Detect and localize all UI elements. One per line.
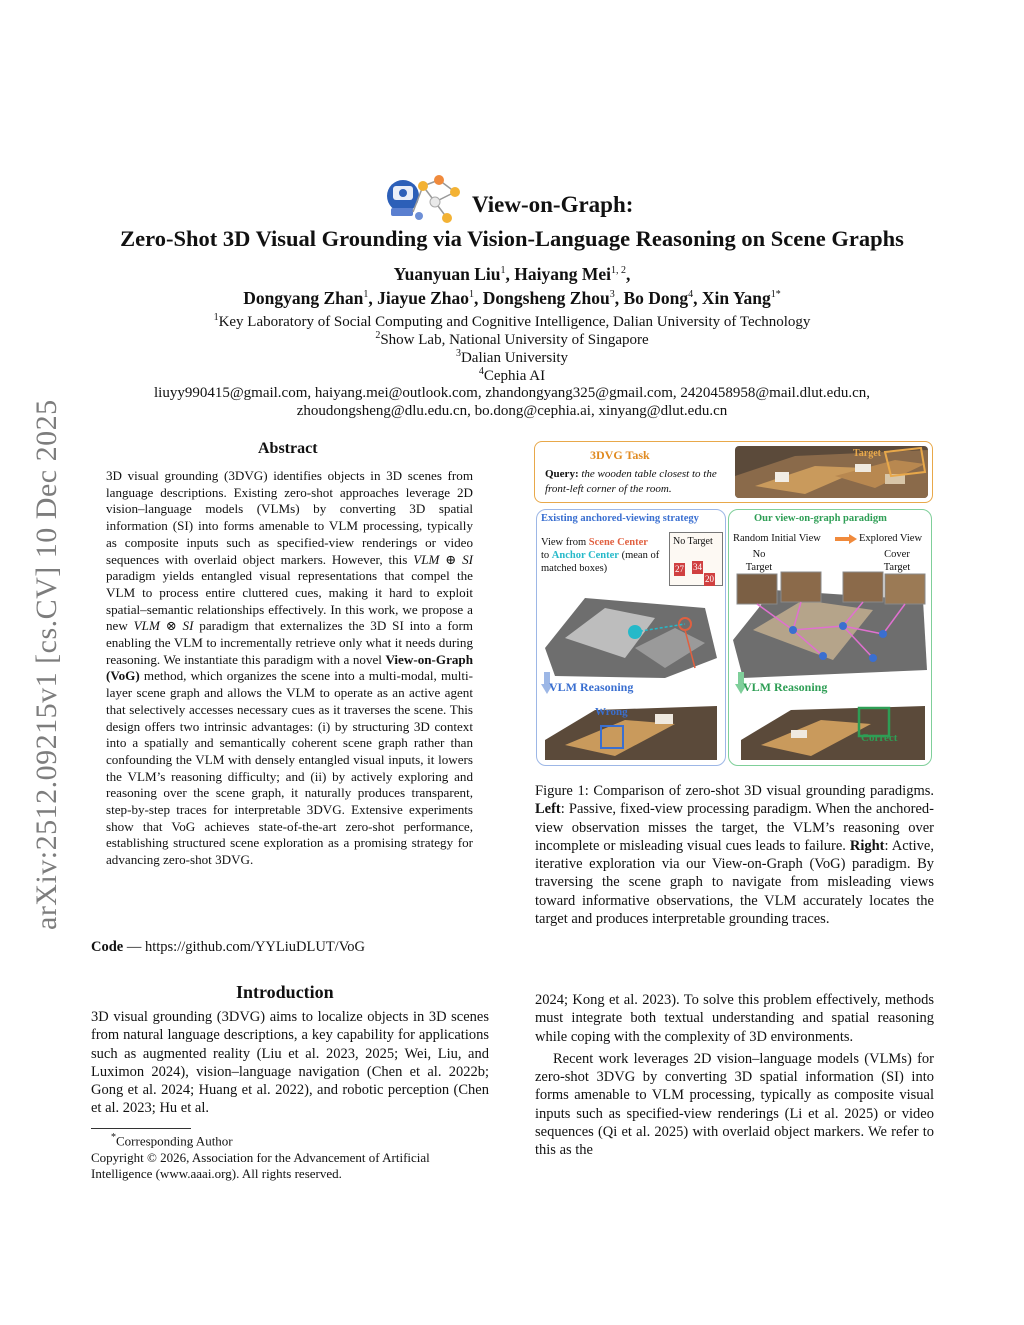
vog-logo-icon [383,172,465,230]
task-title: 3DVG Task [590,448,650,462]
introduction-body: 3D visual grounding (3DVG) aims to localize objects in 3D scenes from natural language descriptions, a key capability for applications such as augmented reality (Liu et al. 2023, 2025; Wei, Liu, and Luximon 2024), vision–language navigation (Chen et al. 2022b; Gong et al. 2024; Huang et al. 2022), and robotic perception (Chen et al. 2023; Hu et al. [91,1009,489,1117]
cover-target-label: Cover Target [883,549,911,573]
scene-point-cloud-image [545,588,717,678]
view-on-graph-panel [728,509,932,766]
no-target-label: No Target [745,549,773,573]
code-url-link[interactable]: https://github.com/YYLiuDLUT/VoG [144,939,366,955]
panel-title: Existing anchored-viewing strategy [541,513,699,524]
scene-render-image [735,446,928,498]
abstract-heading: Abstract [258,440,318,457]
title-line-2: Zero-Shot 3D Visual Grounding via Vision-Language Reasoning on Scene Graphs [120,226,904,251]
random-view-label: Random Initial View [733,533,821,544]
author-name: Jiayue Zhao [377,288,470,308]
introduction-heading: Introduction [236,982,334,1002]
scene-graph-image [733,570,927,680]
authors-line-1: Yuanyuan Liu$^1$, Haiyang Mei$^{1, 2}$, [393,264,631,284]
authors-line-2: Dongyang Zhan$^1$, Jiayue Zhao$^1$, Dongsheng Zhou$^3$, Bo Dong$^4$, Xin Yang$^{1*}$ [243,288,781,308]
emails-line-1: liuyy990415@gmail.com, haiyang.mei@outlook.com, zhandongyang325@gmail.com, 2420458958@mail.dlut.edu.cn, [154,385,870,401]
vlm-reasoning-label: VLM Reasoning [743,680,828,694]
wrong-label: Wrong [595,706,628,718]
vlm-reasoning-label: VLM Reasoning [549,680,634,694]
target-label: Target [853,448,881,459]
author-name: Dongsheng Zhou [482,288,610,308]
figure-1 [534,441,933,771]
footnote-divider [91,1128,191,1129]
task-query: Query: the wooden table closest to the front-left corner of the room. [545,468,717,495]
arrow-right-icon [835,534,857,544]
author-name: Bo Dong [623,288,689,308]
author-name: Haiyang Mei [514,264,611,284]
anchored-view-thumbnail: No Target 27 34 20 [669,532,723,586]
panel-title: Our view-on-graph paradigm [754,513,887,524]
wrong-result-image [545,700,717,760]
task-panel [534,441,933,503]
emails-line-2: zhoudongsheng@dlu.edu.cn, bo.dong@cephia.ai, xinyang@dlut.edu.cn [296,403,728,419]
affiliation: $^4$Cephia AI [478,366,546,384]
code-link-line: Code — https://github.com/YYLiuDLUT/VoG [91,939,366,955]
abstract-body: 3D visual grounding (3DVG) identifies objects in 3D scenes from language descriptions. Existing zero-shot approaches leverage 2D vision–language models (VLMs) by converting 3D spatial information (SI) into forms amenable to VLM processing, typically as composite inputs such as specified-view renderings or video sequences with overlaid object markers. However, this VLM ⊕ SI paradigm yields entangled visual representations that compel the VLM to process entire cluttered cues, making it hard to exploit spatial–semantic relationships effectively. In this work, we propose a new VLM ⊗ SI paradigm that externalizes the 3D SI into a form enabling the VLM to incrementally retrieve only what it needs during reasoning. We instantiate this paradigm with a novel View-on-Graph (VoG) method, which organizes the scene into a multi-modal, multi-layer scene graph and allows the VLM to operate as an active agent that selectively accesses necessary cues as it traverses the scene. This design offers two intrinsic advantages: (i) by structuring 3D context into a spatially and semantically coherent scene graph rather than confounding the VLM with densely entangled visual inputs, it lowers the VLM’s reasoning difficulty; and (ii) by actively exploring and reasoning over the scene graph, it naturally produces transparent, step-by-step traces for interpretable 3DVG. Extensive experiments show that VoG achieves state-of-the-art zero-shot performance, establishing structured scene exploration as a promising strategy for advancing zero-shot 3DVG. [106,468,473,868]
correct-result-image [741,700,925,760]
title-line-1: View-on-Graph: [472,192,634,217]
correct-label: Correct [861,732,898,744]
anchored-viewing-panel [536,509,726,766]
footnote: *Corresponding Author Copyright © 2026, Association for the Advancement of Artificial Intelligence (www.aaai.org). All rights reserved. [91,1132,430,1181]
affiliation: $^1$Key Laboratory of Social Computing and Cognitive Intelligence, Dalian University of Technology [213,312,811,330]
figure-caption: Figure 1: Comparison of zero-shot 3D visual grounding paradigms. Left: Passive, fixed-view processing paradigm. When the anchored-view observation misses the target, the VLM’s reasoning over incomplete or misleading visual cues leads to failure. Right: Active, iterative exploration via our View-on-Graph (VoG) paradigm. By traversing the scene graph to navigate from misleading views toward informative observations, the VLM accurately locates the target and produces interpretable grounding traces. [535,783,934,928]
author-name: Yuanyuan Liu [393,264,501,284]
affiliation: $^2$Show Lab, National University of Singapore [375,330,649,348]
author-name: Dongyang Zhan [243,288,364,308]
right-column-body: 2024; Kong et al. 2023). To solve this problem effectively, methods must integrate both textual understanding and spatial reasoning while coping with the complexity of 3D environments. Recent work leverages 2D vision–language models (VLMs) for zero-shot 3DVG by converting 3D spatial information (SI) into forms amenable to VLM processing, typically as composite visual inputs such as specified-view renderings (Li et al. 2025) or video sequences (Qi et al. 2025) with overlaid object markers. We refer to this as the [535,992,934,1159]
arxiv-identifier: arXiv:2512.09215v1 [cs.CV] 10 Dec 2025 [30,399,63,930]
author-name: Xin Yang [701,288,771,308]
left-panel-description: View from Scene Center to Anchor Center (mean of matched boxes) [541,537,660,574]
explored-view-label: Explored View [859,533,923,544]
affiliation: $^3$Dalian University [455,348,569,366]
